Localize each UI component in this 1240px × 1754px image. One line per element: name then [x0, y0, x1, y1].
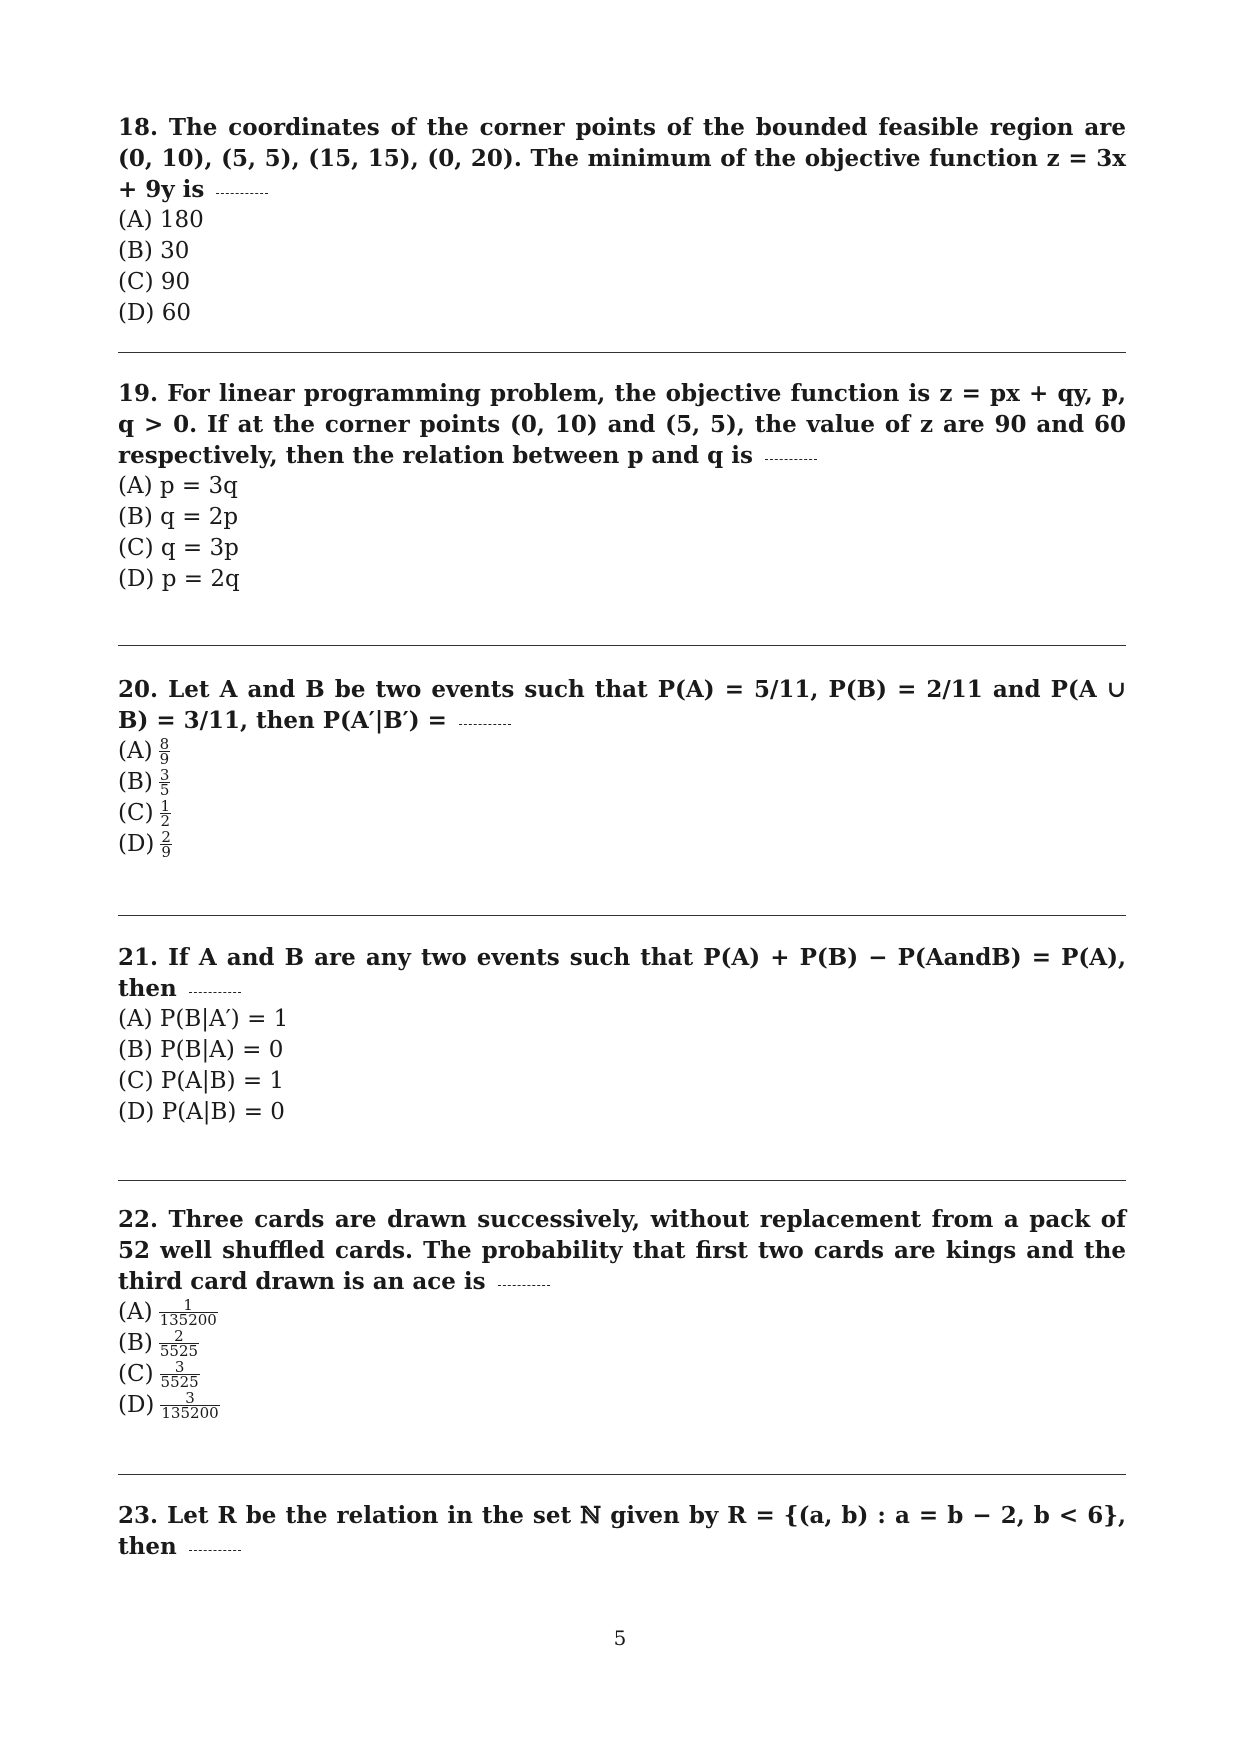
question-23-number: 23. [118, 1502, 159, 1529]
fraction [160, 830, 172, 859]
numerator: 3 [159, 766, 170, 784]
divider [118, 915, 1126, 916]
option-label: (C) [118, 1361, 154, 1387]
fraction [160, 799, 172, 828]
option-a: (A) 180 [118, 207, 204, 233]
fraction [159, 768, 171, 797]
question-18-text: The coordinates of the corner points of the bounded feasible region are (0, 10), (5, 5), (15, 15), (0, 20). The minimum of the objective function z = 3x + 9y is [118, 114, 1126, 203]
answer-blank [765, 459, 817, 460]
divider [118, 1180, 1126, 1181]
denominator: 135200 [161, 1404, 219, 1422]
question-23 [118, 1500, 1126, 1562]
question-21-text: If A and B are any two events such that P(A) + P(B) − P(AandB) = P(A), then [118, 944, 1126, 1002]
question-19-stem [118, 378, 1126, 471]
question-22 [118, 1204, 1126, 1421]
option-label: (D) [118, 831, 155, 857]
option-label: (B) [118, 1330, 153, 1356]
option-b: (B) q = 2p [118, 504, 239, 530]
option-c: (C) 90 [118, 269, 191, 295]
question-21-stem [118, 942, 1126, 1004]
question-20-stem [118, 674, 1126, 736]
question-19 [118, 378, 1126, 595]
answer-blank [459, 724, 511, 725]
option-d: (D) 60 [118, 300, 191, 326]
option-b: (B) 30 [118, 238, 190, 264]
option-label: (C) [118, 800, 154, 826]
option-label: (D) [118, 1392, 155, 1418]
answer-blank [189, 1550, 241, 1551]
question-22-number: 22. [118, 1206, 159, 1233]
question-19-text: For linear programming problem, the objective function is z = px + qy, p, q > 0. If at the corner points (0, 10) and (5, 5), the value of z are 90 and 60 respectively, then the relation between p and q is [118, 380, 1126, 469]
question-20 [118, 674, 1126, 860]
option-a [118, 736, 1126, 767]
question-18-stem [118, 112, 1126, 205]
numerator: 3 [185, 1389, 195, 1407]
answer-blank [498, 1285, 550, 1286]
divider [118, 352, 1126, 353]
denominator: 5 [159, 781, 170, 799]
question-23-text: Let R be the relation in the set ℕ given by R = {(a, b) : a = b − 2, b < 6}, then [118, 1502, 1126, 1560]
numerator: 1 [183, 1296, 193, 1314]
fraction [160, 1360, 200, 1389]
page-number: 5 [613, 1626, 627, 1650]
question-22-text: Three cards are drawn successively, without replacement from a pack of 52 well shuffled cards. The probability that first two cards are kings and the third card drawn is an ace is [118, 1206, 1126, 1295]
option-d: (D) p = 2q [118, 566, 240, 592]
fraction [159, 737, 171, 766]
question-18-number: 18. [118, 114, 159, 141]
question-23-stem [118, 1500, 1126, 1562]
fraction [160, 1391, 219, 1420]
answer-blank [189, 992, 241, 993]
option-label: (B) [118, 769, 153, 795]
option-label: (A) [118, 738, 153, 764]
numerator: 1 [160, 797, 171, 815]
option-d [118, 829, 1126, 860]
denominator: 9 [159, 750, 170, 768]
option-a: (A) p = 3q [118, 473, 238, 499]
option-b [118, 767, 1126, 798]
question-21-number: 21. [118, 944, 159, 971]
denominator: 5525 [160, 1373, 199, 1391]
option-c: (C) P(A|B) = 1 [118, 1068, 285, 1094]
divider [118, 1474, 1126, 1475]
numerator: 2 [161, 828, 171, 846]
option-a: (A) P(B|A′) = 1 [118, 1006, 289, 1032]
option-d [118, 1390, 1126, 1421]
denominator: 5525 [159, 1342, 199, 1360]
fraction [159, 1329, 199, 1358]
divider [118, 645, 1126, 646]
question-18 [118, 112, 1126, 329]
fraction [159, 1298, 218, 1327]
numerator: 2 [174, 1327, 184, 1345]
answer-blank [216, 193, 268, 194]
denominator: 2 [160, 812, 171, 830]
option-label: (A) [118, 1299, 153, 1325]
question-19-number: 19. [118, 380, 159, 407]
numerator: 8 [159, 735, 170, 753]
option-a [118, 1297, 1126, 1328]
option-c: (C) q = 3p [118, 535, 239, 561]
denominator: 135200 [159, 1311, 217, 1329]
option-b [118, 1328, 1126, 1359]
option-b: (B) P(B|A) = 0 [118, 1037, 284, 1063]
question-20-number: 20. [118, 676, 159, 703]
denominator: 9 [161, 843, 171, 861]
numerator: 3 [174, 1358, 185, 1376]
question-21 [118, 942, 1126, 1128]
option-c [118, 1359, 1126, 1390]
question-22-stem [118, 1204, 1126, 1297]
question-20-text: Let A and B be two events such that P(A) = 5/11, P(B) = 2/11 and P(A ∪ B) = 3/11, then P(A′|B′) = [118, 676, 1126, 734]
option-d: (D) P(A|B) = 0 [118, 1099, 285, 1125]
option-c [118, 798, 1126, 829]
